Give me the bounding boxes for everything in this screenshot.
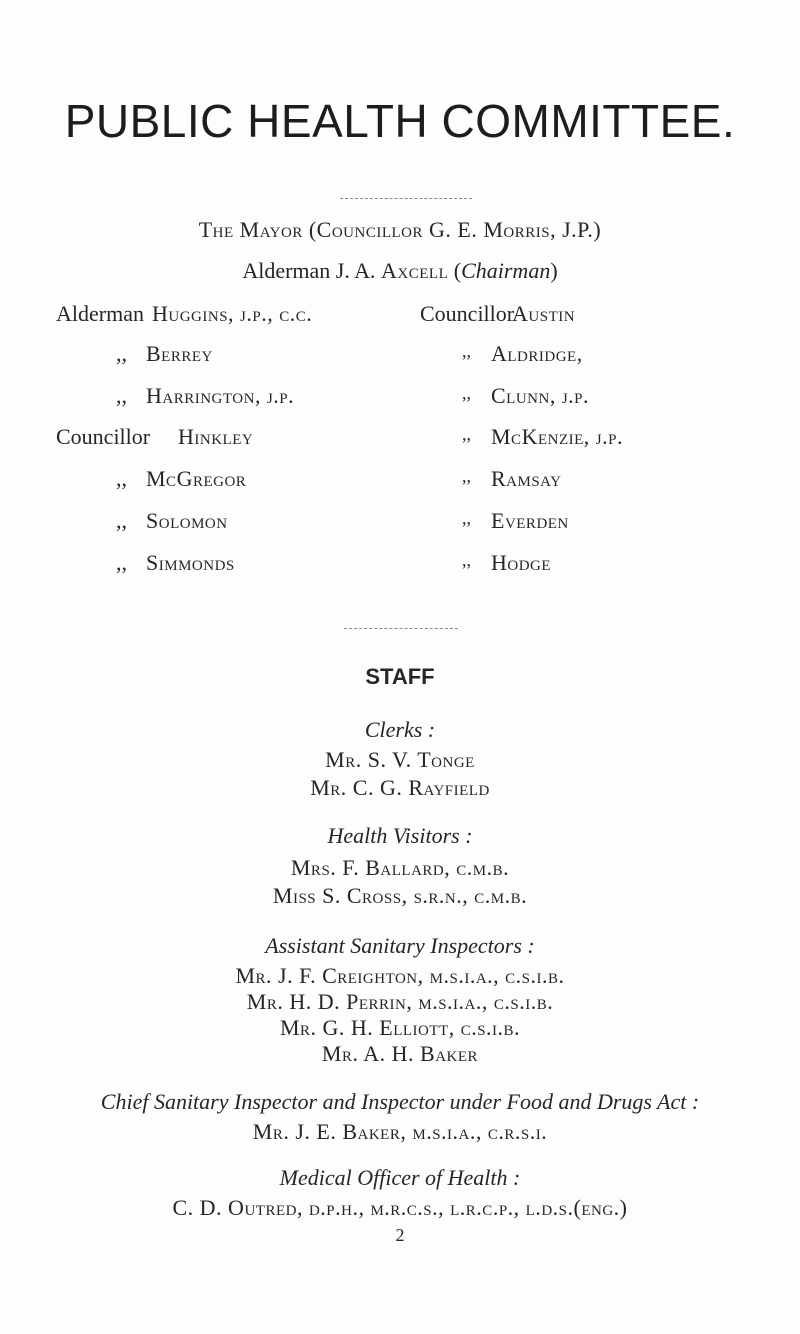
member-row: [0, 550, 800, 580]
ditto-mark: ,,: [462, 383, 471, 403]
page-number: 2: [395, 1225, 405, 1245]
health-visitors-label: Health Visitors :: [327, 823, 473, 848]
staff-member: Mr. G. H. Elliott, c.s.i.b.: [279, 1015, 521, 1040]
member-name: McGregor: [146, 466, 247, 491]
clerks-label: Clerks :: [364, 717, 436, 742]
staff-member: Mr. J. F. Creighton, m.s.i.a., c.s.i.b.: [235, 963, 565, 988]
staff-member: Mr. H. D. Perrin, m.s.i.a., c.s.i.b.: [246, 989, 554, 1014]
member-name: Austin: [512, 301, 576, 326]
chairman-prefix: Alderman J. A.: [242, 258, 382, 283]
staff-member: Mr. S. V. Tonge: [325, 747, 475, 772]
mayor-line: The Mayor (Councillor G. E. Morris, J.P.): [198, 217, 602, 242]
staff-heading: STAFF: [365, 664, 435, 689]
divider: [340, 198, 472, 199]
member-name: Hinkley: [178, 424, 254, 449]
staff-member: Mr. C. G. Rayfield: [310, 775, 490, 800]
ditto-mark: ,,: [116, 341, 127, 366]
ditto-mark: ,,: [116, 550, 127, 575]
member-title: Councillor: [56, 424, 151, 449]
member-row: [0, 424, 800, 454]
member-row: [0, 508, 800, 538]
staff-member: C. D. Outred, d.p.h., m.r.c.s., l.r.c.p., l.d.s.(eng.): [172, 1195, 628, 1220]
ditto-mark: ,,: [462, 341, 471, 361]
member-name: Solomon: [146, 508, 228, 533]
member-row: [0, 301, 800, 331]
ditto-mark: ,,: [116, 383, 127, 408]
ditto-mark: ,,: [116, 508, 127, 533]
member-name: Simmonds: [146, 550, 235, 575]
ditto-mark: ,,: [462, 550, 471, 570]
staff-member: Mr. J. E. Baker, m.s.i.a., c.r.s.i.: [252, 1119, 548, 1144]
member-name: Hodge: [491, 550, 552, 575]
divider: [344, 628, 458, 629]
chief-inspector-label: Chief Sanitary Inspector and Inspector under Food and Drugs Act :: [100, 1089, 700, 1114]
chairman-line: Alderman J. A. Axcell (Chairman): [242, 258, 558, 283]
member-name: Harrington, j.p.: [146, 383, 295, 408]
member-row: [0, 341, 800, 371]
member-name: Clunn, j.p.: [491, 383, 590, 408]
ditto-mark: ,,: [462, 466, 471, 486]
member-name: Aldridge,: [491, 341, 583, 366]
staff-member: Miss S. Cross, s.r.n., c.m.b.: [272, 883, 528, 908]
member-name: Ramsay: [491, 466, 562, 491]
member-name: Everden: [491, 508, 569, 533]
member-name: Huggins, j.p., c.c.: [152, 301, 313, 326]
member-name: Berrey: [146, 341, 213, 366]
member-title: Alderman: [56, 301, 144, 326]
member-row: [0, 466, 800, 496]
staff-member: Mr. A. H. Baker: [321, 1041, 479, 1066]
member-title: Councillor: [420, 301, 515, 326]
ditto-mark: ,,: [462, 508, 471, 528]
chairman-role: Chairman: [461, 258, 551, 283]
ditto-mark: ,,: [462, 424, 471, 444]
ditto-mark: ,,: [116, 466, 127, 491]
staff-member: Mrs. F. Ballard, c.m.b.: [290, 855, 510, 880]
medical-officer-label: Medical Officer of Health :: [279, 1165, 521, 1190]
member-name: McKenzie, j.p.: [491, 424, 623, 449]
chairman-name: Axcell: [381, 258, 449, 283]
page-title: PUBLIC HEALTH COMMITTEE.: [64, 95, 736, 147]
assistant-inspectors-label: Assistant Sanitary Inspectors :: [265, 933, 535, 958]
member-row: [0, 383, 800, 413]
